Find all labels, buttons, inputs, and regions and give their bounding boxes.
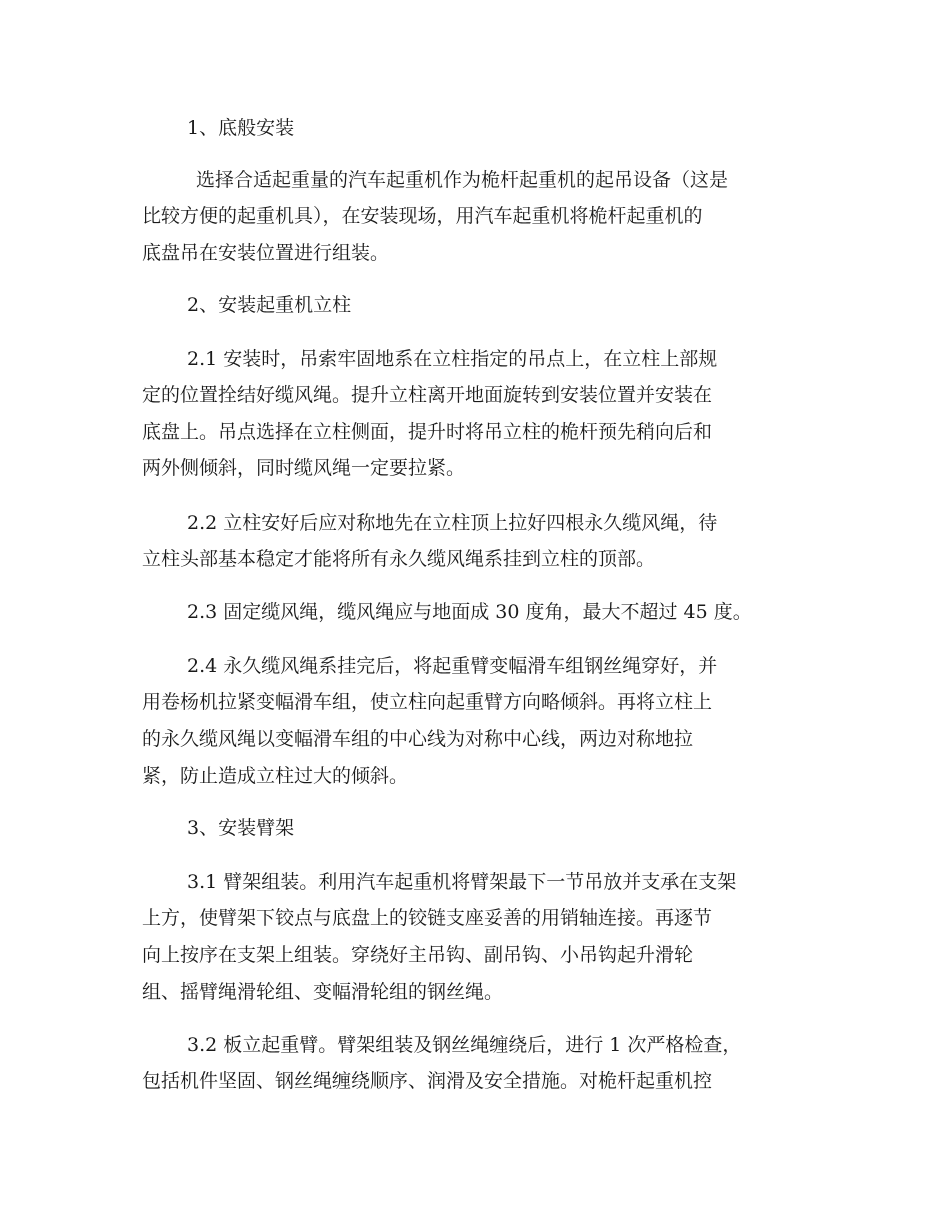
paragraph-line: 2.2 立柱安好后应对称地先在立柱顶上拉好四根永久缆风绳，待	[187, 512, 718, 534]
paragraph-line: 2.1 安装时，吊索牢固地系在立柱指定的吊点上，在立柱上部规	[187, 348, 718, 370]
paragraph-line: 立柱头部基本稳定才能将所有永久缆风绳系挂到立柱的顶部。	[142, 548, 656, 570]
paragraph-line: 2.4 永久缆风绳系挂完后，将起重臂变幅滑车组钢丝绳穿好，并	[187, 655, 718, 677]
paragraph-line: 两外侧倾斜，同时缆风绳一定要拉紧。	[142, 457, 466, 479]
paragraph-line: 比较方便的起重机具），在安装现场，用汽车起重机将桅杆起重机的	[142, 205, 703, 227]
paragraph-line: 包括机件坚固、钢丝绳缠绕顺序、润滑及安全措施。对桅杆起重机控	[142, 1070, 713, 1092]
section-heading: 1、底般安装	[187, 117, 295, 139]
paragraph-line: 上方，使臂架下铰点与底盘上的铰链支座妥善的用销轴连接。再逐节	[142, 907, 713, 929]
section-heading: 2、安装起重机立柱	[187, 294, 352, 316]
paragraph-line: 2.3 固定缆风绳，缆风绳应与地面成 30 度角，最大不超过 45 度。	[187, 601, 752, 623]
paragraph-line: 用卷杨机拉紧变幅滑车组，使立柱向起重臂方向略倾斜。再将立柱上	[142, 691, 713, 713]
paragraph-line: 定的位置拴结好缆风绳。提升立柱离开地面旋转到安装位置并安装在	[142, 384, 713, 406]
paragraph-line: 紧，防止造成立柱过大的倾斜。	[142, 765, 409, 787]
paragraph-line: 3.1 臂架组装。利用汽车起重机将臂架最下一节吊放并支承在支架	[187, 871, 737, 893]
paragraph-line: 的永久缆风绳以变幅滑车组的中心线为对称中心线，两边对称地拉	[142, 728, 694, 750]
section-heading: 3、安装臂架	[187, 817, 295, 839]
paragraph-line: 底盘上。吊点选择在立柱侧面，提升时将吊立柱的桅杆预先稍向后和	[142, 421, 713, 443]
paragraph-line: 3.2 板立起重臂。臂架组装及钢丝绳缠绕后，进行 1 次严格检查，	[187, 1034, 742, 1056]
paragraph-line: 组、摇臂绳滑轮组、变幅滑轮组的钢丝绳。	[142, 981, 504, 1003]
paragraph-line: 底盘吊在安装位置进行组装。	[142, 242, 390, 264]
paragraph-line: 选择合适起重量的汽车起重机作为桅杆起重机的起吊设备（这是	[196, 169, 729, 191]
paragraph-line: 向上按序在支架上组装。穿绕好主吊钩、副吊钩、小吊钩起升滑轮	[142, 944, 694, 966]
